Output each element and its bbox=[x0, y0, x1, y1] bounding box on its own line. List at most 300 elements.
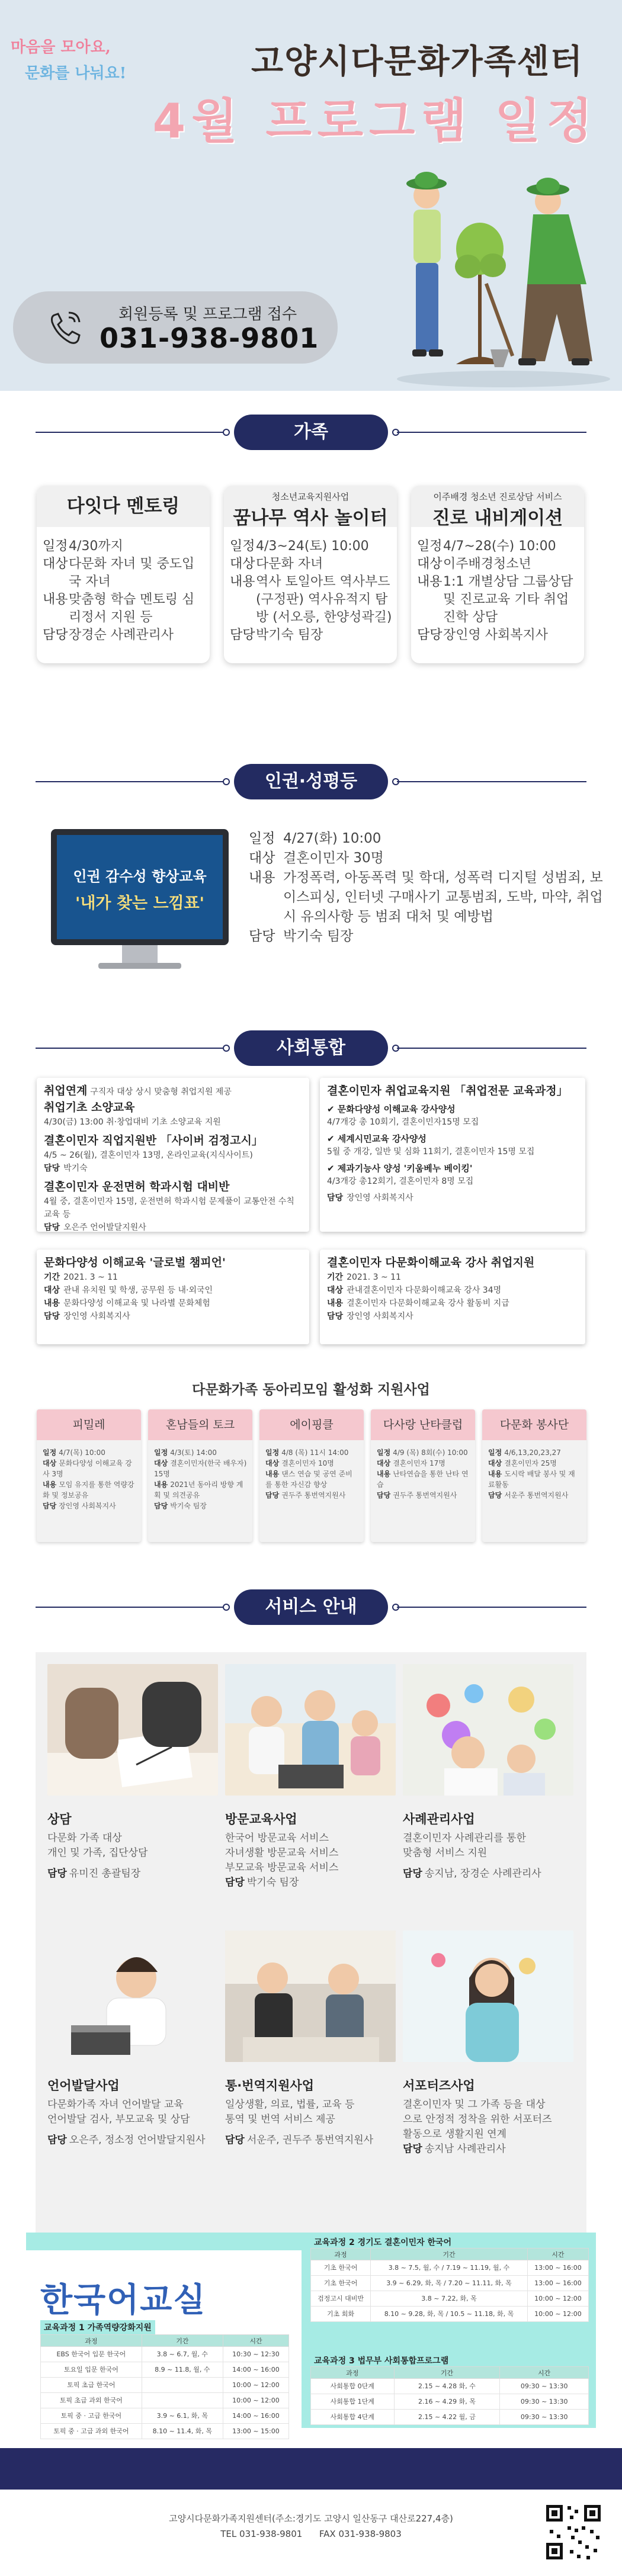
column-header: 시간 bbox=[223, 2335, 288, 2347]
contact-box bbox=[13, 291, 338, 364]
row-value: 4/7~28(수) 10:00 bbox=[443, 539, 556, 554]
table-cell: 09:30 ~ 13:30 bbox=[500, 2410, 589, 2425]
column-header: 기간 bbox=[394, 2367, 500, 2379]
row-key: 일정 bbox=[377, 1448, 391, 1457]
section-title-family: 가족 bbox=[234, 415, 388, 450]
panel-heading: 취업기초 소양교육 bbox=[44, 1101, 135, 1114]
service-desc bbox=[403, 2098, 575, 2157]
panel-heading: 결혼이민자 직업지원반 「사이버 검정고시」 bbox=[44, 1134, 263, 1147]
table-cell: 8.10 ~ 9.28, 화, 목 / 10.5 ~ 11.18, 화, 목 bbox=[371, 2307, 528, 2322]
card-header bbox=[411, 486, 584, 527]
table-cell: 09:30 ~ 13:30 bbox=[500, 2379, 589, 2394]
service-line: 결혼이민자 및 그 가족 등을 대상 bbox=[403, 2099, 546, 2111]
row-key: 일정 bbox=[417, 539, 443, 554]
row-value: 박기숙 팀장 bbox=[170, 1502, 207, 1510]
owner-key: 담당 bbox=[327, 1193, 344, 1203]
table-cell: 10:00 ~ 12:00 bbox=[527, 2291, 588, 2307]
owner-value: 오은주 언어발달지원사 bbox=[63, 1223, 146, 1232]
row-key: 대상 bbox=[154, 1459, 168, 1467]
detail-row bbox=[249, 829, 604, 849]
tagline-line-1: 마음을 모아요, bbox=[11, 38, 111, 56]
card-body bbox=[230, 538, 392, 644]
table-row bbox=[41, 2347, 289, 2362]
row-value: 가정폭력, 아동폭력 및 학대, 성폭력 디지털 성범죄, 보이스피싱, 인터넷 구매사기 교통범죄, 도박, 마약, 취업시 유의사항 등 범죄 대처 및 예방법 bbox=[283, 870, 603, 924]
row-key: 기간 bbox=[44, 1273, 60, 1282]
row-value: 이주배경청소년 bbox=[443, 557, 531, 571]
divider-line bbox=[397, 781, 586, 782]
service-title: 언어발달사업 bbox=[47, 2079, 120, 2093]
table-cell: 3.8 ~ 7.22, 화, 목 bbox=[371, 2291, 528, 2307]
row-key: 일정 bbox=[249, 831, 275, 846]
panel-heading: 결혼이민자 취업교육지원 「취업전문 교육과정」 bbox=[327, 1084, 568, 1097]
service-line: 으로 안정적 정착을 위한 서포터즈 bbox=[403, 2114, 552, 2125]
column-header: 시간 bbox=[527, 2249, 588, 2260]
row-key: 대상 bbox=[249, 850, 275, 866]
service-line: 부모교육 방문교육 서비스 bbox=[225, 1862, 339, 1874]
row-key: 일정 bbox=[230, 539, 255, 554]
panel-heading: 취업연계 bbox=[44, 1084, 88, 1097]
table-cell: 기초 회화 bbox=[311, 2307, 371, 2322]
table-cell: 사회통합 4단계 bbox=[311, 2410, 395, 2425]
service-title: 방문교육사업 bbox=[225, 1812, 297, 1826]
club-body bbox=[154, 1447, 248, 1511]
program-card-history bbox=[224, 486, 397, 663]
monitor-graphic bbox=[51, 829, 229, 977]
service-line: 한국어 방문교육 서비스 bbox=[225, 1832, 329, 1844]
monitor-base bbox=[98, 963, 181, 969]
table-row bbox=[311, 2379, 589, 2394]
service-line: 결혼이민자 사례관리를 통한 bbox=[403, 1832, 526, 1844]
row-value: 장인영 사회복지사 bbox=[347, 1312, 413, 1321]
panel-heading: 결혼이민자 운전면허 학과시험 대비반 bbox=[44, 1180, 230, 1193]
divider-line bbox=[36, 781, 225, 782]
table-cell: 13:00 ~ 16:00 bbox=[527, 2260, 588, 2276]
employment-training-panel bbox=[320, 1078, 585, 1232]
service-line: 개인 및 가족, 집단상담 bbox=[47, 1847, 148, 1859]
row-key: 대상 bbox=[488, 1459, 502, 1467]
row-key: 내용 bbox=[249, 870, 275, 885]
table-cell: 13:00 ~ 15:00 bbox=[223, 2424, 288, 2439]
global-champion-panel bbox=[37, 1250, 309, 1344]
row-key: 내용 bbox=[265, 1470, 280, 1478]
service-desc bbox=[47, 1831, 219, 1881]
table-cell: 3.9 ~ 6.29, 화, 목 / 7.20 ~ 11.11, 화, 목 bbox=[371, 2276, 528, 2291]
section-header-human-rights bbox=[36, 764, 586, 799]
card-row bbox=[230, 627, 392, 644]
row-key: 담당 bbox=[230, 628, 255, 643]
service-desc bbox=[225, 2098, 397, 2148]
row-value: 4/30까지 bbox=[69, 539, 123, 554]
owner-key: 담당 bbox=[225, 1877, 245, 1888]
club-body bbox=[488, 1447, 582, 1501]
row-key: 대상 bbox=[327, 1286, 344, 1295]
row-value: 2021. 3 ~ 11 bbox=[347, 1273, 401, 1282]
service-line: 활동으로 생활지원 연계 bbox=[403, 2128, 507, 2140]
fax-value: 031-938-9803 bbox=[338, 2529, 402, 2539]
contact-number[interactable]: 031-938-9801 bbox=[100, 322, 319, 354]
card-title: 다잇다 멘토링 bbox=[66, 496, 180, 517]
row-key: 대상 bbox=[44, 1286, 60, 1295]
service-line: 자녀생활 방문교육 서비스 bbox=[225, 1847, 339, 1859]
counseling-photo bbox=[47, 1664, 218, 1796]
table-cell: 기초 한국어 bbox=[311, 2276, 371, 2291]
service-desc bbox=[403, 1831, 575, 1881]
section-header-services bbox=[36, 1589, 586, 1625]
row-value: 다문화 자녀 및 중도입국 자녀 bbox=[69, 557, 195, 589]
service-title: 통·번역지원사업 bbox=[225, 2079, 314, 2093]
row-key: 일정 bbox=[43, 1448, 57, 1457]
card-row bbox=[43, 627, 205, 644]
row-value: 권두주 통번역지원사 bbox=[393, 1491, 457, 1499]
row-key: 대상 bbox=[265, 1459, 280, 1467]
row-key: 담당 bbox=[417, 628, 443, 643]
panel-desc: 4월 중, 결혼이민자 15명, 운전면허 학과시험 문제풀이 교통안전 수칙 교육 등 bbox=[44, 1197, 294, 1219]
table-cell: 토픽 초급 과외 한국어 bbox=[41, 2393, 142, 2408]
row-value: 권두주 통번역지원사 bbox=[281, 1491, 346, 1499]
column-header: 기간 bbox=[142, 2335, 223, 2347]
row-key: 담당 bbox=[488, 1491, 502, 1499]
service-item bbox=[47, 1931, 219, 2148]
center-name: 고양시다문화가족센터 bbox=[251, 43, 583, 81]
table-row bbox=[311, 2260, 589, 2276]
column-header: 시간 bbox=[500, 2367, 589, 2379]
row-value: 결혼이민자 10명 bbox=[281, 1459, 334, 1467]
row-key: 내용 bbox=[327, 1299, 344, 1308]
course-desc: 5월 중 개강, 일반 및 심화 11회기, 결혼이민자 15명 모집 bbox=[327, 1147, 535, 1157]
row-value: 4/27(화) 10:00 bbox=[283, 831, 381, 846]
course-desc: 4/7개강 총 10회기, 결혼이민자15명 모집 bbox=[327, 1117, 479, 1127]
row-value: 4/8 (목) 11시 14:00 bbox=[281, 1448, 349, 1457]
row-key: 담당 bbox=[377, 1491, 391, 1499]
card-row bbox=[230, 555, 392, 573]
table-row bbox=[311, 2291, 589, 2307]
row-key: 일정 bbox=[488, 1448, 502, 1457]
panel-note: 구직자 대상 상시 맞춤형 취업지원 제공 bbox=[90, 1087, 232, 1097]
owner-key: 담당 bbox=[44, 1164, 60, 1173]
owner-value: 송지남, 장경순 사례관리사 bbox=[424, 1868, 541, 1880]
row-value: 장경순 사례관리사 bbox=[69, 628, 174, 643]
card-row bbox=[417, 573, 579, 627]
owner-value: 장인영 사회복지사 bbox=[347, 1193, 413, 1203]
row-key: 내용 bbox=[488, 1470, 502, 1478]
card-row bbox=[43, 555, 205, 591]
table-header-row bbox=[311, 2367, 589, 2379]
divider-line bbox=[36, 1048, 225, 1049]
table-cell: 8.9 ~ 11.8, 월, 수 bbox=[142, 2362, 223, 2378]
table-cell: 10:00 ~ 12:00 bbox=[223, 2393, 288, 2408]
club-body bbox=[265, 1447, 359, 1501]
footer-contacts bbox=[0, 2526, 622, 2542]
panel-desc: 4/30(금) 13:00 취·창업대비 기초 소양교육 지원 bbox=[44, 1117, 221, 1127]
divider-dot bbox=[223, 778, 230, 785]
monitor-stand bbox=[122, 945, 158, 964]
monitor-screen bbox=[51, 829, 229, 945]
section-title-human-rights: 인권·성평등 bbox=[234, 764, 388, 799]
row-key: 대상 bbox=[43, 1459, 57, 1467]
club-title: 피밀레 bbox=[37, 1409, 141, 1440]
row-value: 4/7(목) 10:00 bbox=[59, 1448, 105, 1457]
row-value: 다문화 자녀 bbox=[256, 557, 323, 571]
section-header-family bbox=[36, 415, 586, 450]
table-cell: 14:00 ~ 16:00 bbox=[223, 2362, 288, 2378]
row-key: 대상 bbox=[43, 557, 68, 571]
service-line: 맞춤형 서비스 지원 bbox=[403, 1847, 488, 1859]
tagline-line-2: 문화를 나눠요! bbox=[25, 65, 127, 82]
row-value: 장인영 사회복지사 bbox=[443, 628, 549, 643]
club-title: 혼남들의 토크 bbox=[148, 1409, 252, 1440]
table-row bbox=[311, 2410, 589, 2425]
program-title: 4월 프로그램 일정 bbox=[152, 94, 598, 149]
panel-heading: 결혼이민자 다문화이해교육 강사 취업지원 bbox=[327, 1256, 535, 1269]
qr-code-icon[interactable] bbox=[544, 2503, 603, 2562]
row-key: 담당 bbox=[249, 929, 275, 944]
course-name: ✔ 문화다양성 이해교육 강사양성 bbox=[327, 1104, 456, 1114]
card-row bbox=[230, 538, 392, 555]
course-name: ✔ 제과기능사 양성 '키움베누 베이킹' bbox=[327, 1163, 473, 1174]
table-cell: 기초 한국어 bbox=[311, 2260, 371, 2276]
divider-line bbox=[397, 1607, 586, 1608]
service-title: 서포터즈사업 bbox=[403, 2079, 475, 2093]
screen-line-1: 인권 감수성 향상교육 bbox=[73, 868, 207, 885]
row-value: 모임 유지를 통한 역량강화 및 정보공유 bbox=[43, 1480, 134, 1499]
table-row bbox=[41, 2378, 289, 2393]
section-header-integration bbox=[36, 1030, 586, 1066]
table-title: 교육과정 1 가족역량강화지원 bbox=[40, 2320, 155, 2334]
home-visit-photo bbox=[225, 1664, 396, 1796]
table-cell: 검정고시 대비반 bbox=[311, 2291, 371, 2307]
row-key: 담당 bbox=[154, 1502, 168, 1510]
row-value: 장인영 사회복지사 bbox=[63, 1312, 130, 1321]
table-row bbox=[41, 2408, 289, 2424]
column-header: 과정 bbox=[311, 2367, 395, 2379]
card-row bbox=[417, 627, 579, 644]
row-value: 관내결혼이민자 다문화이해교육 강사 34명 bbox=[347, 1286, 502, 1295]
card-row bbox=[43, 538, 205, 555]
club-card bbox=[482, 1409, 586, 1542]
table-cell: 토픽 중 · 고급 한국어 bbox=[41, 2408, 142, 2424]
owner-key: 담당 bbox=[44, 1223, 60, 1232]
table-cell: 10:00 ~ 12:00 bbox=[223, 2378, 288, 2393]
owner-value: 송지남 사례관리사 bbox=[424, 2143, 506, 2155]
owner-value: 오은주, 정소정 언어발달지원사 bbox=[69, 2134, 206, 2146]
divider-line bbox=[36, 1607, 225, 1608]
table-cell: 토픽 초급 한국어 bbox=[41, 2378, 142, 2393]
table-cell: EBS 한국어 입문 한국어 bbox=[41, 2347, 142, 2362]
table-title: 교육과정 3 법무부 사회통합프로그램 bbox=[310, 2353, 452, 2368]
row-value: 2021. 3 ~ 11 bbox=[63, 1273, 118, 1282]
row-value: 결혼이민자 다문화이해교육 강사 활동비 지급 bbox=[347, 1299, 509, 1308]
row-key: 내용 bbox=[154, 1480, 168, 1489]
service-title: 상담 bbox=[47, 1812, 72, 1826]
row-value: 문화다양성 이해교육 및 나라별 문화체험 bbox=[63, 1299, 210, 1308]
row-key: 담당 bbox=[265, 1491, 280, 1499]
owner-value: 유미진 총괄팀장 bbox=[69, 1868, 141, 1880]
club-card bbox=[259, 1409, 364, 1542]
fax-label: FAX bbox=[319, 2529, 336, 2539]
card-body bbox=[417, 538, 579, 644]
row-key: 내용 bbox=[230, 574, 255, 589]
club-body bbox=[43, 1447, 136, 1511]
row-key: 기간 bbox=[327, 1273, 344, 1282]
case-management-photo bbox=[403, 1664, 573, 1796]
row-key: 내용 bbox=[377, 1470, 391, 1478]
card-header bbox=[37, 486, 210, 527]
row-value: 1:1 개별상담 그룹상담 및 진로교육 기타 취업 진학 상담 bbox=[443, 574, 573, 625]
service-item bbox=[225, 1931, 397, 2148]
row-value: 역사 토일아트 역사부드(구정판) 역사유적지 탐방 (서오릉, 한양성곽길) bbox=[256, 574, 392, 625]
row-value: 결혼이민자 25명 bbox=[504, 1459, 557, 1467]
table-header-row bbox=[311, 2249, 589, 2260]
row-key: 담당 bbox=[43, 628, 68, 643]
row-value: 4/3~24(토) 10:00 bbox=[256, 539, 369, 554]
card-row bbox=[43, 591, 205, 627]
row-key: 대상 bbox=[417, 557, 443, 571]
card-row bbox=[230, 573, 392, 627]
owner-value: 박기숙 팀장 bbox=[246, 1877, 299, 1888]
row-value: 박기숙 팀장 bbox=[256, 628, 323, 643]
table-row bbox=[41, 2424, 289, 2439]
footer-address: 고양시다문화가족지원센터(주소:경기도 고양시 일산동구 대산로227,4층) bbox=[169, 2513, 453, 2524]
card-subtitle: 이주배경 청소년 진로상담 서비스 bbox=[433, 492, 562, 502]
row-value: 4/3(토) 14:00 bbox=[170, 1448, 217, 1457]
service-line: 다문화가족 자녀 언어발달 교육 bbox=[47, 2099, 184, 2111]
service-line: 일상생활, 의료, 법률, 교육 등 bbox=[225, 2099, 355, 2111]
row-value: 서운주 통번역지원사 bbox=[504, 1491, 569, 1499]
monitor-content bbox=[57, 835, 223, 939]
row-key: 담당 bbox=[44, 1312, 60, 1321]
divider-line bbox=[397, 1048, 586, 1049]
service-desc bbox=[225, 1831, 397, 1890]
divider-dot bbox=[223, 1604, 230, 1611]
table-cell: 3.8 ~ 6.7, 월, 수 bbox=[142, 2347, 223, 2362]
row-value: 4/9 (목) 8회(수) 10:00 bbox=[393, 1448, 468, 1457]
table-row bbox=[311, 2394, 589, 2410]
phone-icon bbox=[49, 309, 83, 346]
table-cell: 14:00 ~ 16:00 bbox=[223, 2408, 288, 2424]
panel-heading: 문화다양성 이해교육 '글로벌 챔피언' bbox=[44, 1256, 226, 1269]
column-header: 과정 bbox=[311, 2249, 371, 2260]
tel-value[interactable]: 031-938-9801 bbox=[239, 2529, 303, 2539]
card-row bbox=[417, 538, 579, 555]
club-card bbox=[37, 1409, 141, 1542]
service-item bbox=[403, 1931, 575, 2157]
table-cell bbox=[142, 2393, 223, 2408]
divider-line bbox=[36, 432, 225, 433]
tagline bbox=[11, 34, 126, 86]
table-cell: 09:30 ~ 13:30 bbox=[500, 2394, 589, 2410]
table-cell: 사회통합 1단계 bbox=[311, 2394, 395, 2410]
service-line: 언어발달 검사, 부모교육 및 상담 bbox=[47, 2114, 190, 2125]
course-desc: 4/3개강 총12회기, 결혼이민자 8명 모집 bbox=[327, 1177, 474, 1186]
gardening-illustration bbox=[391, 160, 622, 391]
row-key: 내용 bbox=[44, 1299, 60, 1308]
column-header: 기간 bbox=[371, 2249, 528, 2260]
row-key: 내용 bbox=[43, 1480, 57, 1489]
footer-info bbox=[0, 2511, 622, 2542]
row-key: 일정 bbox=[154, 1448, 168, 1457]
row-value: 문화다양성 이해교육 강사 3명 bbox=[43, 1459, 132, 1478]
club-card bbox=[148, 1409, 252, 1542]
table-row bbox=[41, 2362, 289, 2378]
table-cell: 토픽 중 · 고급 과외 한국어 bbox=[41, 2424, 142, 2439]
table-cell: 토요일 입문 한국어 bbox=[41, 2362, 142, 2378]
row-key: 대상 bbox=[230, 557, 255, 571]
row-value: 4/6,13,20,23,27 bbox=[504, 1448, 561, 1457]
course-table-3 bbox=[310, 2366, 589, 2425]
translation-photo bbox=[225, 1931, 396, 2062]
program-card-mentoring bbox=[37, 486, 210, 663]
table-cell: 3.8 ~ 7.5, 월, 수 / 7.19 ~ 11.19, 월, 수 bbox=[371, 2260, 528, 2276]
hero-banner bbox=[0, 0, 622, 391]
owner-key: 담당 bbox=[225, 2134, 245, 2146]
owner-key: 담당 bbox=[403, 1868, 422, 1880]
service-item bbox=[403, 1664, 575, 1881]
row-value: 2021년 동아리 방향 계획 및 의견공유 bbox=[154, 1480, 243, 1499]
table-cell: 2.16 ~ 4.29 화, 목 bbox=[394, 2394, 500, 2410]
section-title-integration: 사회통합 bbox=[234, 1030, 388, 1066]
table-header-row bbox=[41, 2335, 289, 2347]
column-header: 과정 bbox=[41, 2335, 142, 2347]
row-value: 박기숙 팀장 bbox=[283, 929, 354, 944]
club-title: 다사랑 난타클럽 bbox=[371, 1409, 475, 1440]
table-cell: 2.15 ~ 4.28 화, 수 bbox=[394, 2379, 500, 2394]
row-key: 내용 bbox=[43, 592, 68, 607]
program-card-career bbox=[411, 486, 584, 663]
table-cell: 2.15 ~ 4.22 월, 금 bbox=[394, 2410, 500, 2425]
table-cell: 사회통합 0단계 bbox=[311, 2379, 395, 2394]
supporters-photo bbox=[403, 1931, 573, 2062]
services-area bbox=[36, 1652, 586, 2274]
detail-row bbox=[249, 927, 604, 946]
table-cell bbox=[142, 2378, 223, 2393]
service-desc bbox=[47, 2098, 219, 2148]
club-support-title: 다문화가족 동아리모임 활성화 지원사업 bbox=[192, 1382, 430, 1398]
table-cell: 10:00 ~ 12:00 bbox=[527, 2307, 588, 2322]
row-key: 대상 bbox=[377, 1459, 391, 1467]
row-key: 일정 bbox=[265, 1448, 280, 1457]
row-value: 결혼이민자(한국 배우자) 15명 bbox=[154, 1459, 247, 1478]
card-title: 꿈나무 역사 놀이터 bbox=[233, 508, 388, 529]
owner-value: 서운주, 권두주 통번역지원사 bbox=[246, 2134, 374, 2146]
table-row bbox=[41, 2393, 289, 2408]
row-value: 장인영 사회복지사 bbox=[59, 1502, 116, 1510]
club-card bbox=[371, 1409, 475, 1542]
card-body bbox=[43, 538, 205, 644]
table-cell: 8.10 ~ 11.4, 화, 목 bbox=[142, 2424, 223, 2439]
service-line: 다문화 가족 대상 bbox=[47, 1832, 122, 1844]
row-key: 담당 bbox=[43, 1502, 57, 1510]
table-cell: 3.9 ~ 6.1, 화, 목 bbox=[142, 2408, 223, 2424]
owner-value: 박기숙 bbox=[63, 1164, 88, 1173]
divider-dot bbox=[223, 1045, 230, 1052]
owner-key: 담당 bbox=[47, 1868, 67, 1880]
row-key: 담당 bbox=[327, 1312, 344, 1321]
owner-key: 담당 bbox=[47, 2134, 67, 2146]
panel-desc: 4/5 ~ 26(월), 결혼이민자 13명, 온라인교육(지식사이트) bbox=[44, 1151, 253, 1160]
row-value: 댄스 연습 및 공연 준비를 통한 자신감 향상 bbox=[265, 1470, 352, 1489]
language-development-photo bbox=[47, 1931, 218, 2062]
course-name: ✔ 세계시민교육 강사양성 bbox=[327, 1133, 427, 1144]
detail-row bbox=[249, 849, 604, 868]
row-value: 관내 유치원 및 학생, 공무원 등 내·외국인 bbox=[63, 1286, 213, 1295]
table-cell: 10:30 ~ 12:30 bbox=[223, 2347, 288, 2362]
table-row bbox=[311, 2307, 589, 2322]
table-cell: 13:00 ~ 16:00 bbox=[527, 2276, 588, 2291]
row-value: 도시락 배달 봉사 및 재료활동 bbox=[488, 1470, 575, 1489]
tel-label: TEL bbox=[220, 2529, 237, 2539]
sex-education-details bbox=[249, 829, 604, 946]
course-table-1 bbox=[40, 2334, 289, 2439]
